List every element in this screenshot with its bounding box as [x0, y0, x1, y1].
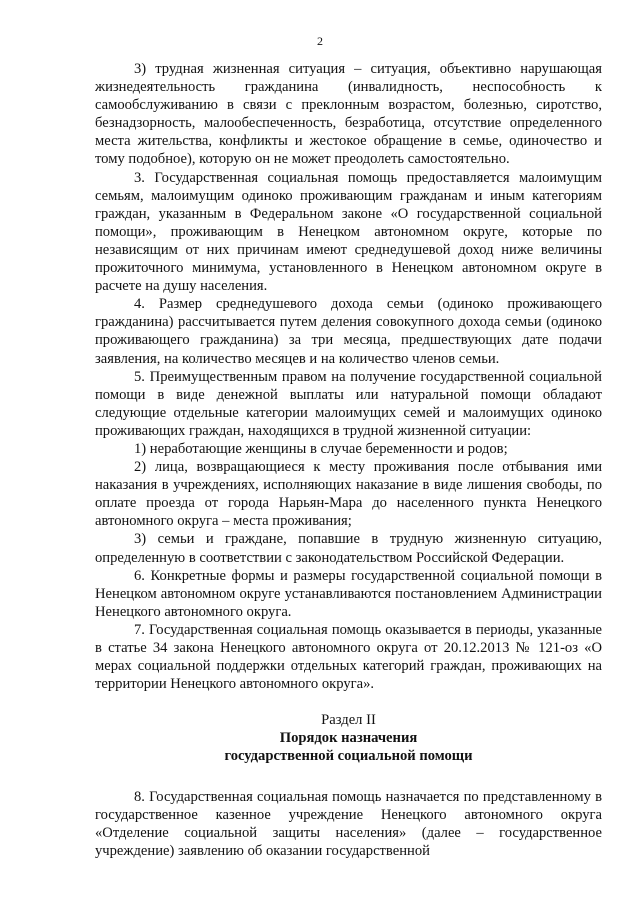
paragraph-4-income-calculation: 4. Размер среднедушевого дохода семьи (одиноко проживающего гражданина) рассчитывается путем деления совокупного дохода семьи (одиноко проживающего гражданина) за три месяца, предшествующих дате подачи заявления, на количество месяцев и на количество членов семьи. [95, 296, 602, 367]
list-item-1-women: 1) неработающие женщины в случае беременности и родов; [134, 440, 508, 457]
paragraph-3-social-assistance: 3. Государственная социальная помощь предоставляется малоимущим семьям, малоимущим одиноко проживающим гражданам и иным категориям граждан, указанным в Федеральном законе «О государственной социальной помощи», проживающим в Ненецком автономном округе, которые по независящим от них причинам имеют среднедушевой доход ниже величины прожиточного минимума, установленного в Ненецком автономном округе в расчете на душу населения. [95, 169, 602, 295]
page-number: 2 [317, 34, 323, 48]
document-body [95, 60, 602, 860]
section-title-line-2: государственной социальной помощи [224, 748, 473, 765]
paragraph-6-forms-and-amounts: 6. Конкретные формы и размеры государственной социальной помощи в Ненецком автономном округе устанавливаются постановлением Администрации Ненецкого автономного округа. [95, 567, 602, 620]
paragraph-7-periods: 7. Государственная социальная помощь оказывается в периоды, указанные в статье 34 закона Ненецкого автономного округа от 20.12.2013 № 121-оз «О мерах социальной поддержки отдельных категорий граждан, проживающих на территории Ненецкого автономного округа». [95, 621, 602, 693]
paragraph-8-assignment: 8. Государственная социальная помощь назначается по представленному в государственное казенное учреждение Ненецкого автономного округа «Отделение социальной защиты населения» (далее – государственное учреждение) заявлению об оказании государственной [95, 788, 602, 859]
list-item-2-persons-returning: 2) лица, возвращающиеся к месту проживания после отбывания ими наказания в учреждениях, исполняющих наказание в виде лишения свободы, по оплате проезда от города Нарьян-Мара до населенного пункта Ненецкого автономного округа – места проживания; [95, 459, 602, 530]
section-title-line-1: Порядок назначения [279, 730, 418, 747]
paragraph-item-3-difficult-situation: 3) трудная жизненная ситуация – ситуация, объективно нарушающая жизнедеятельность гражданина (инвалидность, неспособность к самообслуживанию в связи с преклонным возрастом, болезнью, сиротство, безнадзорность, малообеспеченность, безработица, отсутствие определенного места жительства, конфликты и жестокое обращение в семье, одиночество и тому подобное), которую он не может преодолеть самостоятельно. [95, 61, 602, 168]
section-number: Раздел II [321, 712, 376, 729]
paragraph-5-priority-right: 5. Преимущественным правом на получение государственной социальной помощи в виде денежной выплаты или натуральной помощи обладают следующие отдельные категории малоимущих семей и малоимущих одиноко проживающих граждан, находящихся в трудной жизненной ситуации: [95, 368, 602, 439]
list-item-3-families: 3) семьи и граждане, попавшие в трудную жизненную ситуацию, определенную в соответствии с законодательством Российской Федерации. [95, 531, 602, 566]
